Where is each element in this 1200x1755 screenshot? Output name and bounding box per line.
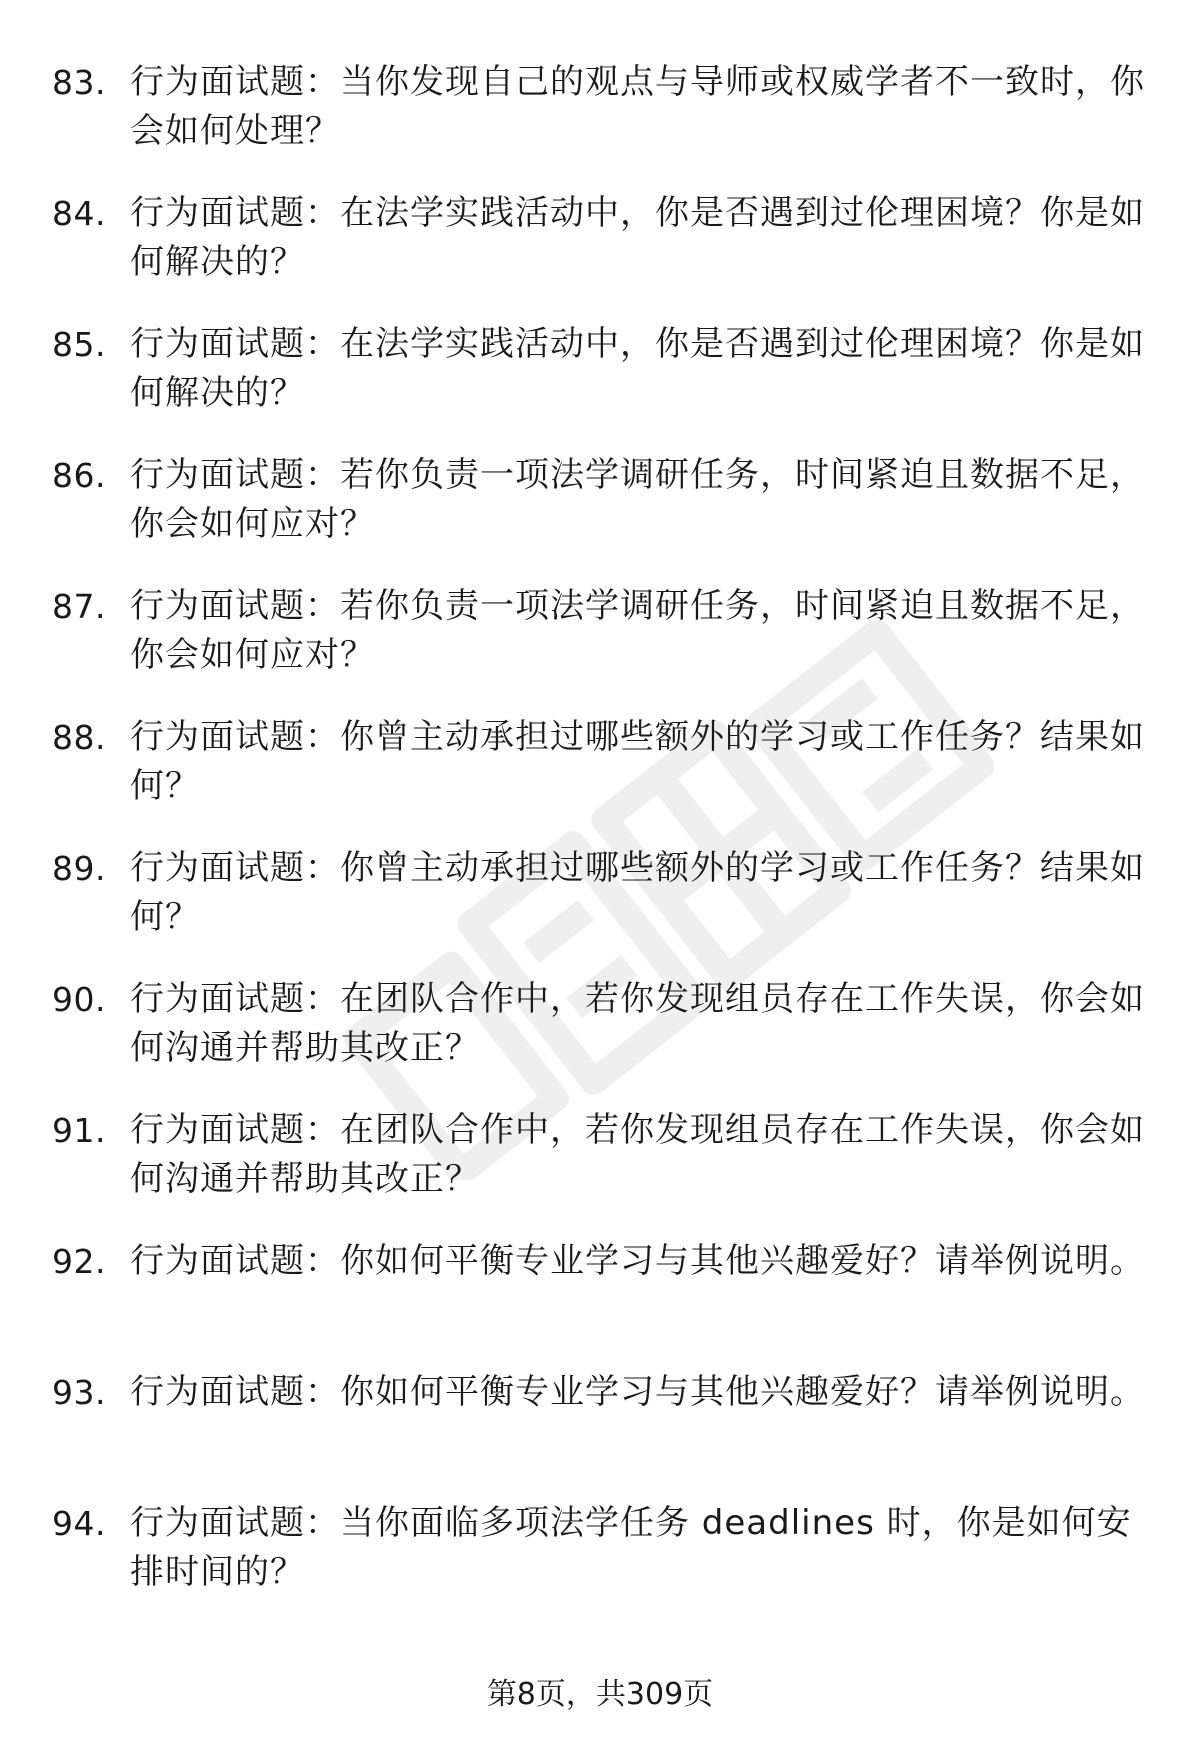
question-number: 84. <box>52 194 106 233</box>
question-number: 83. <box>52 63 106 102</box>
question-number: 90. <box>52 980 106 1019</box>
question-text: 行为面试题：你曾主动承担过哪些额外的学习或工作任务？结果如何？ <box>130 848 1145 937</box>
list-item <box>52 58 1162 189</box>
question-text: 行为面试题：在法学实践活动中，你是否遇到过伦理困境？你是如何解决的？ <box>130 324 1145 413</box>
question-list <box>52 58 1162 1630</box>
list-item <box>52 1106 1162 1237</box>
list-item <box>52 451 1162 582</box>
question-text: 行为面试题：在团队合作中，若你发现组员存在工作失误，你会如何沟通并帮助其改正？ <box>130 1110 1145 1199</box>
question-number: 91. <box>52 1111 106 1150</box>
question-number: 93. <box>52 1373 106 1412</box>
question-number: 89. <box>52 849 106 888</box>
page-footer: 第8页，共309页 <box>486 1677 714 1712</box>
list-item <box>52 1237 1162 1368</box>
question-text: 行为面试题：当你发现自己的观点与导师或权威学者不一致时，你会如何处理？ <box>130 62 1145 151</box>
question-text: 行为面试题：若你负责一项法学调研任务，时间紧迫且数据不足，你会如何应对？ <box>130 455 1145 544</box>
list-item <box>52 844 1162 975</box>
question-number: 86. <box>52 456 106 495</box>
question-number: 85. <box>52 325 106 364</box>
question-number: 92. <box>52 1242 106 1281</box>
list-item <box>52 189 1162 320</box>
question-text: 行为面试题：你如何平衡专业学习与其他兴趣爱好？请举例说明。 <box>130 1372 1145 1412</box>
question-text: 行为面试题：你曾主动承担过哪些额外的学习或工作任务？结果如何？ <box>130 717 1145 806</box>
question-text: 行为面试题：在法学实践活动中，你是否遇到过伦理困境？你是如何解决的？ <box>130 193 1145 282</box>
list-item <box>52 320 1162 451</box>
list-item <box>52 582 1162 713</box>
list-item <box>52 975 1162 1106</box>
question-number: 94. <box>52 1504 106 1543</box>
question-text: 行为面试题：若你负责一项法学调研任务，时间紧迫且数据不足，你会如何应对？ <box>130 586 1145 675</box>
question-number: 88. <box>52 718 106 757</box>
list-item <box>52 1499 1162 1630</box>
list-item <box>52 713 1162 844</box>
question-text: 行为面试题：你如何平衡专业学习与其他兴趣爱好？请举例说明。 <box>130 1241 1145 1281</box>
question-text: 行为面试题：当你面临多项法学任务 deadlines 时，你是如何安排时间的？ <box>130 1503 1132 1592</box>
question-number: 87. <box>52 587 106 626</box>
list-item <box>52 1368 1162 1499</box>
question-text: 行为面试题：在团队合作中，若你发现组员存在工作失误，你会如何沟通并帮助其改正？ <box>130 979 1145 1068</box>
